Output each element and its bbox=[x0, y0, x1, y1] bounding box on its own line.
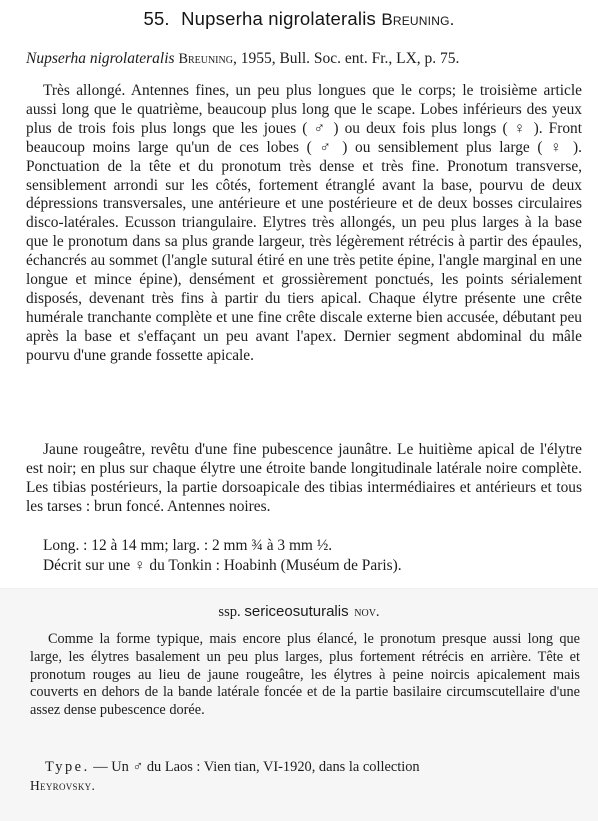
subspecies-status: nov. bbox=[354, 604, 380, 620]
subspecies-description: Comme la forme typique, mais encore plus élancé, le pronotum presque aussi long que large, les élytres basalement un peu plus larges, plus fortement rétrécis en arrière. Tête et pronotum rouges au lieu de jaune rougeâtre, les élytres à peine noircis apicalement mais couverts en dehors de la bande latérale foncée et de la partie basilaire circumscutellaire d'une assez dense pubescence dorée. bbox=[30, 631, 580, 719]
citation-author: Breuning bbox=[178, 51, 233, 67]
type-locality-line: Décrit sur une ♀ du Tonkin : Hoabinh (Muséum de Paris). bbox=[43, 557, 402, 574]
citation-species: Nupserha nigrolateralis bbox=[26, 50, 175, 67]
species-name: Nupserha nigrolateralis bbox=[181, 8, 376, 29]
species-author: Breuning. bbox=[381, 10, 455, 29]
species-heading bbox=[0, 8, 598, 30]
type-label: Type. bbox=[45, 759, 90, 775]
subspecies-heading bbox=[0, 603, 598, 621]
original-citation bbox=[26, 50, 582, 68]
measurements-line: Long. : 12 à 14 mm; larg. : 2 mm ¾ à 3 mm ½. bbox=[43, 537, 333, 554]
citation-reference: , 1955, Bull. Soc. ent. Fr., LX, p. 75. bbox=[232, 50, 460, 67]
subspecies-name: sericeosuturalis bbox=[244, 603, 349, 620]
species-number: 55. bbox=[143, 8, 170, 29]
subspecies-prefix: ssp. bbox=[218, 604, 241, 620]
coloration-paragraph: Jaune rougeâtre, revêtu d'une fine pubescence jaunâtre. Le huitième apical de l'élytre est noir; en plus sur chaque élytre une étroite bande longitudinale latérale noire complète. Les tibias postérieurs, la partie dorsoapicale des tibias intermédiaires et antérieurs et tous les tarses : brun foncé. Antennes noires. bbox=[26, 441, 582, 515]
type-text: — Un ♂ du Laos : Vien tian, VI-1920, dans la collection bbox=[89, 759, 420, 775]
type-specimen-line bbox=[45, 759, 420, 776]
collection-name: Heyrovsky. bbox=[30, 778, 96, 793]
morphology-paragraph: Très allongé. Antennes fines, un peu plus longues que le corps; le troisième article aussi long que le quatrième, beaucoup plus long que le scape. Lobes inférieurs des yeux plus de trois fois plus longs que les joues ( ♂ ) ou deux fois plus longs ( ♀ ). Front beaucoup moins large qu'un de ces lobes ( ♂ ) ou sensiblement plus large ( ♀ ). Ponctuation de la tête et du pronotum très dense et très fine. Pronotum transverse, sensiblement arrondi sur les côtés, fortement étranglé avant la base, pourvu de deux dépressions transversales, une antérieure et une postérieure et de deux bosses circulaires disco-latérales. Ecusson triangulaire. Elytres très allongés, un peu plus larges à la base que le pronotum dans sa plus grande largeur, très légèrement rétrécis à partir des épaules, échancrés au sommet (l'angle sutural étiré en une très petite épine, l'angle marginal en une longue et mince épine), densément et grossièrement ponctués, les points sérialement disposés, devenant très fins à partir du tiers apical. Chaque élytre présente une crête humérale tranchante complète et une fine crête discale externe bien accusée, débutant peu après la base et s'effaçant un peu avant l'apex. Dernier segment abdominal du mâle pourvu d'une grande fossette apicale. bbox=[26, 82, 582, 364]
